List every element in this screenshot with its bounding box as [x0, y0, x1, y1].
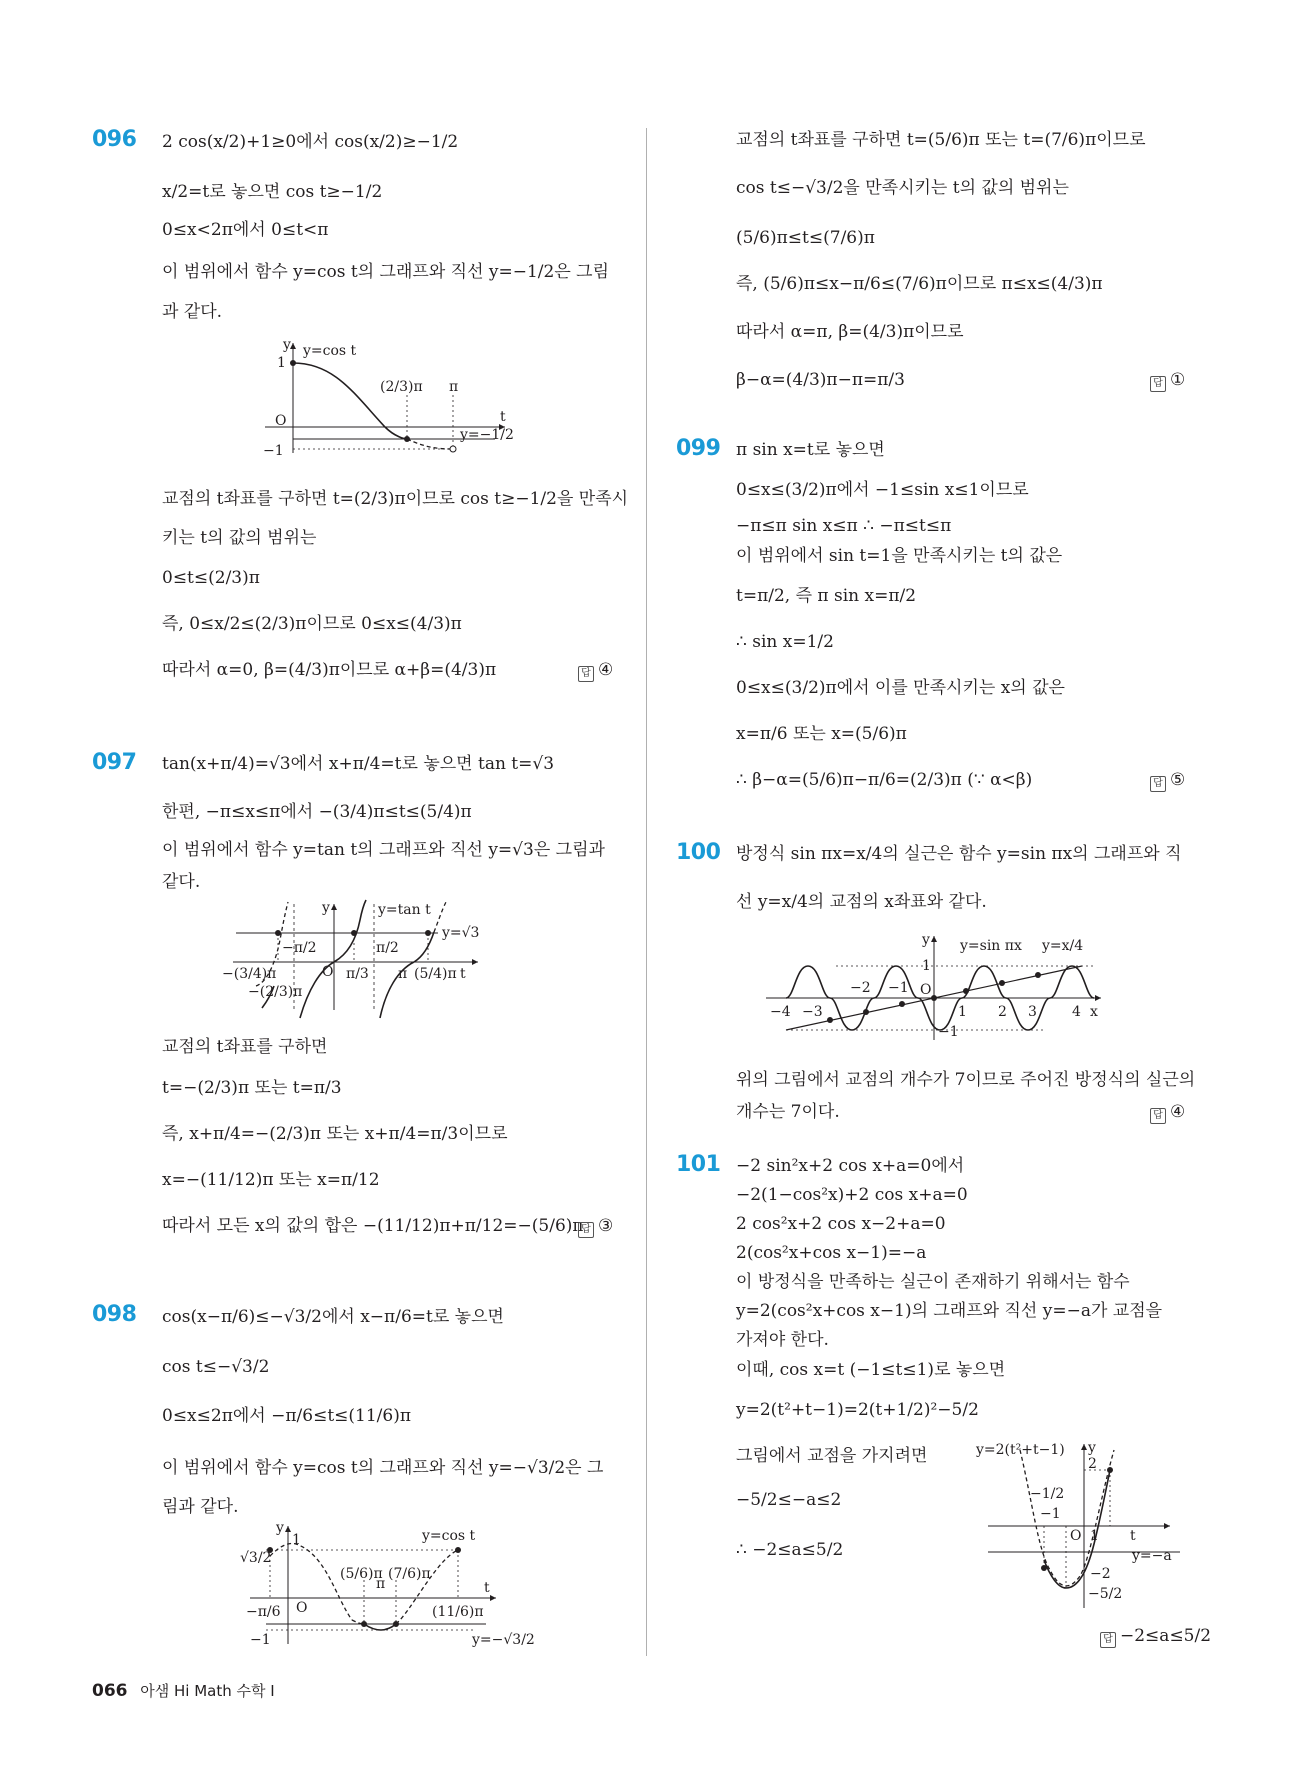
p100-line-4: 개수는 7이다. [736, 1102, 840, 1122]
p100-curve-label: y=sin πx [960, 938, 1022, 954]
p098-origin: O [296, 1600, 308, 1616]
p099-line-7: 0≤x≤(3/2)π에서 이를 만족시키는 x의 값은 [736, 678, 1065, 698]
p096-open-point [450, 446, 456, 452]
p096-tick-a: (2/3)π [380, 379, 423, 395]
answer-mark-icon: 답 [1150, 376, 1166, 392]
p098c-line-2: cos t≤−√3/2을 만족시키는 t의 값의 범위는 [736, 178, 1069, 198]
p099-line-1: π sin x=t로 놓으면 [736, 440, 885, 460]
p100-tick-1: −3 [802, 1004, 823, 1020]
p098-tick-0: −π/6 [246, 1604, 281, 1620]
p097-tick-6: (5/4)π [414, 966, 457, 982]
p098-intersection-1 [361, 1621, 367, 1627]
problem-number-101: 101 [676, 1152, 721, 1177]
p100-line-2: 선 y=x/4의 교점의 x좌표와 같다. [736, 892, 987, 912]
p098-point-right [455, 1547, 461, 1553]
p098-tick-2: π [376, 1576, 386, 1592]
p101-label-4: −2 [1090, 1566, 1111, 1582]
p097-line-5: 교점의 t좌표를 구하면 [162, 1037, 328, 1057]
p097-line-1: tan(x+π/4)=√3에서 x+π/4=t로 놓으면 tan t=√3 [162, 754, 555, 774]
p096-origin: O [275, 413, 287, 429]
p097-y-label: y [322, 900, 330, 916]
answer-mark-icon: 답 [578, 666, 594, 682]
p098-line-4: 이 범위에서 함수 y=cos t의 그래프와 직선 y=−√3/2은 그 [162, 1458, 604, 1478]
problem-number-099: 099 [676, 436, 721, 461]
p096-line-label: y=−1/2 [460, 427, 514, 443]
p096-tick-b: π [449, 379, 459, 395]
p098-tick-1: (5/6)π [340, 1566, 383, 1582]
p098-answer: 답 ① [1150, 370, 1185, 392]
p098-tick-3: (7/6)π [388, 1566, 431, 1582]
p101-answer: 답 −2≤a≤5/2 [1100, 1626, 1211, 1648]
p097-tick-2: −(2/3)π [248, 984, 303, 1000]
p100-origin: O [920, 982, 932, 998]
p101-line-2: −2(1−cos²x)+2 cos x+a=0 [736, 1185, 968, 1205]
p097-line-3: 이 범위에서 함수 y=tan t의 그래프와 직선 y=√3은 그림과 [162, 840, 605, 860]
p096-line-6: 교점의 t좌표를 구하면 t=(2/3)π이므로 cos t≥−1/2을 만족시 [162, 489, 629, 509]
p098-y-label: y [276, 1520, 284, 1536]
p100-line-3: 위의 그림에서 교점의 개수가 7이므로 주어진 방정식의 실근의 [736, 1070, 1196, 1090]
p098-tick-4: (11/6)π [432, 1604, 484, 1620]
p100-intersection-5 [963, 988, 969, 994]
p097-line-7: 즉, x+π/4=−(2/3)π 또는 x+π/4=π/3이므로 [162, 1124, 508, 1144]
p096-line-8: 0≤t≤(2/3)π [162, 568, 260, 588]
p098c-line-6: β−α=(4/3)π−π=π/3 [736, 370, 905, 390]
p098-line-3: 0≤x≤2π에서 −π/6≤t≤(11/6)π [162, 1406, 412, 1426]
p098c-line-3: (5/6)π≤t≤(7/6)π [736, 228, 875, 248]
problem-number-098: 098 [92, 1302, 137, 1327]
p100-answer: 답 ④ [1150, 1102, 1185, 1124]
p100-intersection-3 [899, 1001, 905, 1007]
p096-line-10: 따라서 α=0, β=(4/3)π이므로 α+β=(4/3)π [162, 660, 497, 680]
p100-intersection-2 [863, 1009, 869, 1015]
p101-line-5: 이 방정식을 만족하는 실근이 존재하기 위해서는 함수 [736, 1272, 1130, 1292]
p100-intersection-7 [1035, 972, 1041, 978]
p100-intersection-6 [999, 980, 1005, 986]
p097-line-label: y=√3 [442, 925, 480, 941]
p101-line-8: 이때, cos x=t (−1≤t≤1)로 놓으면 [736, 1360, 1006, 1380]
p101-graph [976, 1440, 1200, 1610]
p096-line-4: 이 범위에서 함수 y=cos t의 그래프와 직선 y=−1/2은 그림 [162, 262, 610, 282]
p097-origin: O [322, 964, 334, 980]
p096-answer: 답 ④ [578, 660, 613, 682]
p101-label-1: −1/2 [1030, 1486, 1065, 1502]
p101-curve-label: y=2(t²+t−1) [976, 1442, 1065, 1458]
column-divider [646, 128, 647, 1656]
p100-tick-5: 2 [998, 1004, 1007, 1020]
p098-t-label: t [484, 1580, 490, 1596]
p101-line-10: 그림에서 교점을 가지려면 [736, 1446, 928, 1466]
p098c-line-5: 따라서 α=π, β=(4/3)π이므로 [736, 322, 964, 342]
p096-t-label: t [500, 409, 506, 425]
p101-line-3: 2 cos²x+2 cos x−2+a=0 [736, 1214, 946, 1234]
p098-cos-curve-solid [364, 1624, 396, 1630]
p098-ytop-label: √3/2 [240, 1550, 272, 1566]
p099-line-2: 0≤x≤(3/2)π에서 −1≤sin x≤1이므로 [736, 480, 1029, 500]
p097-t-label: t [460, 966, 466, 982]
p101-line-label: y=−a [1132, 1548, 1172, 1564]
p100-x-label: x [1090, 1004, 1098, 1020]
page-footer [92, 1680, 275, 1701]
p096-line-2: x/2=t로 놓으면 cos t≥−1/2 [162, 182, 383, 202]
p098-line-1: cos(x−π/6)≤−√3/2에서 x−π/6=t로 놓으면 [162, 1307, 504, 1327]
p098-line-5: 림과 같다. [162, 1497, 239, 1517]
p098c-line-4: 즉, (5/6)π≤x−π/6≤(7/6)π이므로 π≤x≤(4/3)π [736, 274, 1103, 294]
p099-line-3: −π≤π sin x≤π ∴ −π≤t≤π [736, 516, 952, 536]
p096-intersection-point [404, 436, 410, 442]
p100-tick-3: −1 [888, 980, 909, 996]
p098-graph [236, 1520, 536, 1650]
p096-y-label: y [283, 337, 291, 353]
p098c-line-1: 교점의 t좌표를 구하면 t=(5/6)π 또는 t=(7/6)π이므로 [736, 130, 1146, 150]
p097-line-2: 한편, −π≤x≤π에서 −(3/4)π≤t≤(5/4)π [162, 802, 472, 822]
p101-point-right [1107, 1467, 1113, 1473]
p097-answer: 답 ③ [578, 1216, 613, 1238]
answer-mark-icon: 답 [1150, 1108, 1166, 1124]
p099-line-8: x=π/6 또는 x=(5/6)π [736, 724, 907, 744]
p096-cos-curve-solid [293, 363, 407, 439]
problem-number-100: 100 [676, 840, 721, 865]
p100-tick-6: 3 [1028, 1004, 1037, 1020]
p096-line-7: 키는 t의 값의 범위는 [162, 528, 317, 548]
page-number: 066 [92, 1681, 128, 1701]
problem-number-097: 097 [92, 750, 137, 775]
p101-label-2: −1 [1040, 1506, 1061, 1522]
p097-line-8: x=−(11/12)π 또는 x=π/12 [162, 1170, 380, 1190]
answer-mark-icon: 답 [1150, 776, 1166, 792]
p100-tick-0: −4 [770, 1004, 791, 1020]
p100-tick-2: −2 [850, 980, 871, 996]
p098-y1-label: 1 [292, 1532, 301, 1548]
p100-intersection-1 [827, 1017, 833, 1023]
p098-ym1-label: −1 [250, 1632, 271, 1648]
p099-answer: 답 ⑤ [1150, 770, 1185, 792]
p096-ym1-label: −1 [263, 443, 284, 459]
p097-tick-3: π/3 [346, 966, 369, 982]
p097-line-4: 같다. [162, 872, 201, 892]
p096-line-5: 과 같다. [162, 302, 223, 322]
p097-line-9: 따라서 모든 x의 값의 합은 −(11/12)π+π/12=−(5/6)π [162, 1216, 584, 1236]
p098-line-2: cos t≤−√3/2 [162, 1357, 270, 1377]
p101-point-left [1041, 1565, 1047, 1571]
p100-line-label: y=x/4 [1042, 938, 1084, 954]
p100-intersection-4 [931, 995, 937, 1001]
p101-line-7: 가져야 한다. [736, 1330, 829, 1350]
p100-tick-4: 1 [958, 1004, 967, 1020]
p101-label-0: 2 [1088, 1456, 1097, 1472]
p101-label-5: −5/2 [1088, 1586, 1123, 1602]
p097-graph [222, 900, 508, 1020]
p096-cos-curve-dashed [407, 439, 453, 449]
p101-line-9: y=2(t²+t−1)=2(t+1/2)²−5/2 [736, 1400, 979, 1420]
p097-curve-label: y=tan t [378, 902, 431, 918]
p101-line-11: −5/2≤−a≤2 [736, 1490, 842, 1510]
p097-point-1 [275, 930, 281, 936]
problem-number-096: 096 [92, 127, 137, 152]
book-title: 아샘 Hi Math 수학 I [140, 1682, 275, 1700]
p096-line-9: 즉, 0≤x/2≤(2/3)π이므로 0≤x≤(4/3)π [162, 614, 462, 634]
p101-line-6: y=2(cos²x+cos x−1)의 그래프와 직선 y=−a가 교점을 [736, 1301, 1163, 1321]
p096-curve-label: y=cos t [303, 343, 357, 359]
p097-tick-4: π/2 [376, 940, 399, 956]
p096-graph [255, 335, 515, 460]
answer-mark-icon: 답 [1100, 1632, 1116, 1648]
p101-t-label: t [1130, 1528, 1136, 1544]
p098-intersection-2 [393, 1621, 399, 1627]
p099-line-4: 이 범위에서 sin t=1을 만족시키는 t의 값은 [736, 546, 1063, 566]
p097-point-2 [351, 930, 357, 936]
p098-line-label: y=−√3/2 [472, 1632, 535, 1648]
answer-mark-icon: 답 [578, 1222, 594, 1238]
p101-line-12: ∴ −2≤a≤5/2 [736, 1540, 844, 1560]
p097-tan-branch-2 [300, 900, 366, 1018]
p097-tick-0: −(3/4)π [222, 966, 277, 982]
p097-point-3 [425, 930, 431, 936]
p096-line-3: 0≤x<2π에서 0≤t<π [162, 220, 329, 240]
p100-ym1-label: −1 [938, 1024, 959, 1040]
p100-y-label: y [922, 932, 930, 948]
p097-tick-1: −π/2 [282, 940, 317, 956]
p101-origin: O [1070, 1528, 1082, 1544]
p101-line-4: 2(cos²x+cos x−1)=−a [736, 1243, 927, 1263]
p100-tick-7: 4 [1072, 1004, 1081, 1020]
p100-graph [766, 932, 1106, 1042]
p099-line-9: ∴ β−α=(5/6)π−π/6=(2/3)π (∵ α<β) [736, 770, 1033, 790]
p096-point-start [290, 360, 296, 366]
p098-curve-label: y=cos t [422, 1528, 476, 1544]
p097-line-6: t=−(2/3)π 또는 t=π/3 [162, 1078, 342, 1098]
p100-line-1: 방정식 sin πx=x/4의 실근은 함수 y=sin πx의 그래프와 직 [736, 844, 1182, 864]
p101-label-3: 1 [1090, 1528, 1099, 1544]
p100-y1-label: 1 [922, 958, 931, 974]
p096-y1-label: 1 [277, 355, 286, 371]
p099-line-6: ∴ sin x=1/2 [736, 632, 834, 652]
p101-y-label: y [1088, 1440, 1096, 1456]
p099-line-5: t=π/2, 즉 π sin x=π/2 [736, 586, 917, 606]
p101-line-1: −2 sin²x+2 cos x+a=0에서 [736, 1156, 965, 1176]
p097-tick-5: π [398, 966, 408, 982]
p096-line-1: 2 cos(x/2)+1≥0에서 cos(x/2)≥−1/2 [162, 132, 459, 152]
